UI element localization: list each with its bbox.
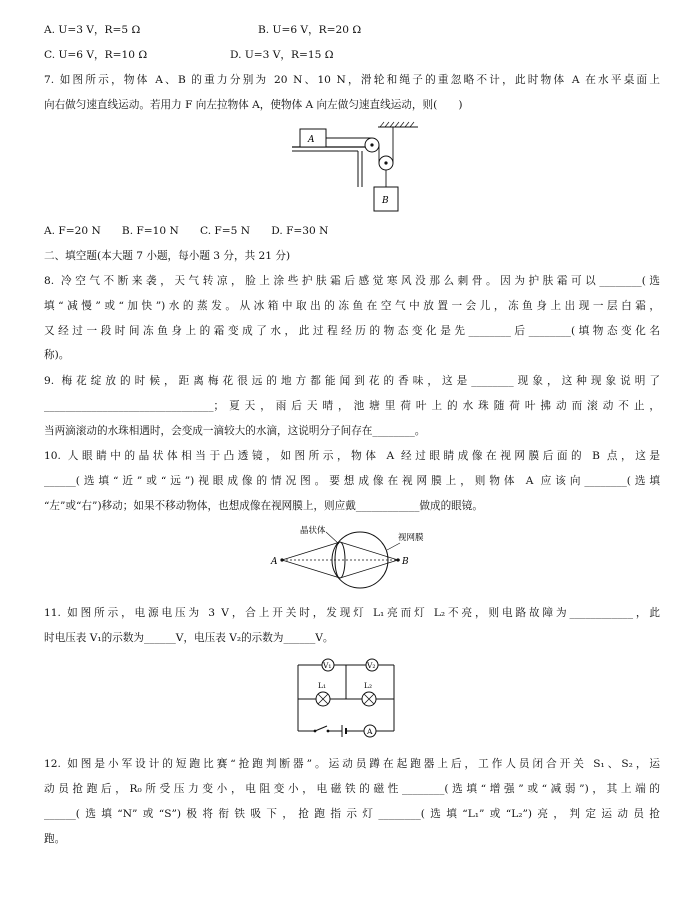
q8-text-line4: 称)。 [44, 349, 70, 361]
v2-label: V₂ [367, 661, 376, 670]
q11-text-line2: 时电压表 V₁的示数为______V，电压表 V₂的示数为______V。 [44, 632, 334, 644]
q10-text-line3: “左”或“右”)移动；如果不移动物体，也想成像在视网膜上，则应戴____________做成的眼镜。 [44, 500, 483, 512]
retina-label: 视网膜 [398, 533, 424, 543]
q8-text-line2: 填“减慢”或“加快”)水的蒸发。从冰箱中取出的冻鱼在空气中放置一会儿，冻鱼身上出现一层白霜， [44, 300, 660, 312]
q12-text-line2: 动员抢跑后，R₀所受压力变小，电阻变小，电磁铁的磁性________(选填“增强”或“减弱”)，其上端的 [44, 783, 660, 795]
ammeter-label: A [367, 727, 373, 736]
q10-eye-figure [268, 522, 438, 590]
q11-text-line1: 11. 如图所示，电源电压为 3 V，合上开关时，发现灯 L₁亮而灯 L₂不亮，则电路故障为____________，此 [44, 607, 660, 619]
block-a-label: A [308, 135, 315, 145]
q9-text-line1: 9. 梅花绽放的时候，距离梅花很远的地方都能闻到花的香味，这是________现象，这种现象说明了 [44, 375, 660, 387]
l1-label: L₁ [318, 681, 326, 690]
q6-option-c: C. U=6 V，R=10 Ω [44, 49, 148, 61]
q6-option-a: A. U=3 V，R=5 Ω [44, 24, 141, 36]
q10-text-line2: ______(选填“近”或“远”)视眼成像的情况图。要想成像在视网膜上，则物体 A 应该向________(选填 [44, 475, 660, 487]
q9-text-line3: 当两滴滚动的水珠相遇时，会变成一滴较大的水滴，这说明分子间存在________。 [44, 425, 426, 437]
q8-text-line1: 8. 冷空气不断来袭，天气转凉，脸上涂些护肤霜后感觉寒风没那么刺骨。因为护肤霜可以________(选 [44, 275, 660, 287]
block-b-label: B [382, 196, 389, 206]
q10-text-line1: 10. 人眼睛中的晶状体相当于凸透镜，如图所示，物体 A 经过眼睛成像在视网膜后面的 B 点，这是 [44, 450, 660, 462]
lens-label: 晶状体 [300, 526, 326, 536]
q7-pulley-figure [292, 117, 432, 217]
l2-label: L₂ [364, 681, 372, 690]
v1-label: V₁ [323, 661, 332, 670]
q8-text-line3: 又经过一段时间冻鱼身上的霜变成了水，此过程经历的物态变化是先________后________(填物态变化名 [44, 325, 660, 337]
switch [315, 726, 327, 731]
q7-options: A. F=20 N B. F=10 N C. F=5 N D. F=30 N [44, 225, 329, 237]
q12-text-line3: ______(选填“N”或“S”)极将衔铁吸下，抢跑指示灯________(选填“L₁”或“L₂”)亮，判定运动员抢 [44, 808, 660, 820]
q9-text-line2: ________________________________；夏天，雨后天晴，池塘里荷叶上的水珠随荷叶拂动而滚动不止， [44, 400, 660, 412]
q12-text-line1: 12. 如图是小军设计的短跑比赛“抢跑判断器”。运动员蹲在起跑器上后，工作人员闭合开关 S₁、S₂，运 [44, 758, 660, 770]
object-a-label: A [271, 557, 278, 567]
q12-text-line4: 跑。 [44, 833, 66, 845]
q6-option-d: D. U=3 V，R=15 Ω [230, 49, 334, 61]
section2-title: 二、填空题(本大题 7 小题，每小题 3 分，共 21 分) [44, 250, 291, 262]
q7-text-line2: 向右做匀速直线运动。若用力 F 向左拉物体 A，使物体 A 向左做匀速直线运动，则( ) [44, 99, 463, 111]
q6-option-b: B. U=6 V，R=20 Ω [258, 24, 362, 36]
q7-text-line1: 7. 如图所示，物体 A、B 的重力分别为 20 N、10 N，滑轮和绳子的重忽略不计，此时物体 A 在水平桌面上 [44, 74, 660, 86]
point-b-label: B [402, 557, 409, 567]
q11-circuit-figure [290, 655, 402, 739]
